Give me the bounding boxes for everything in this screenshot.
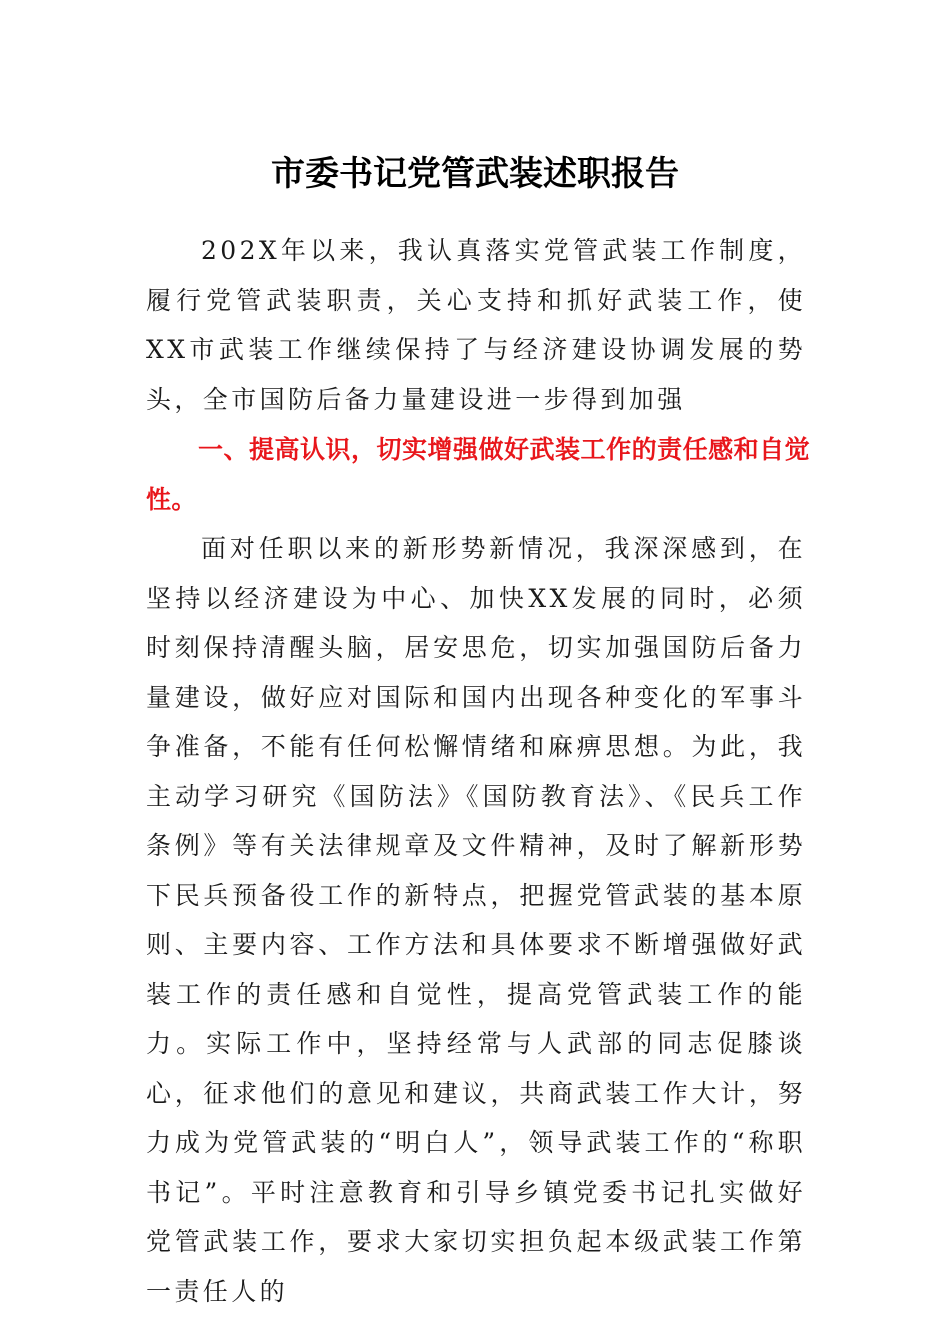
- document-title: 市委书记党管武装述职报告: [271, 154, 679, 194]
- section-1-heading: 一、提高认识，切实增强做好武装工作的责任感和自觉性。: [146, 435, 810, 514]
- intro-paragraph: 202X年以来，我认真落实党管武装工作制度，履行党管武装职责，关心支持和抓好武装工作，使XX市武装工作继续保持了与经济建设协调发展的势头，全市国防后备力量建设进一步得到加强: [146, 236, 806, 414]
- section-1-paragraph: 面对任职以来的新形势新情况，我深深感到，在坚持以经济建设为中心、加快XX发展的同时，必须时刻保持清醒头脑，居安思危，切实加强国防后备力量建设，做好应对国际和国内出现各种变化的军事斗争准备，不能有任何松懈情绪和麻痹思想。为此，我主动学习研究《国防法》《国防教育法》、《民兵工作条例》等有关法律规章及文件精神，及时了解新形势下民兵预备役工作的新特点，把握党管武装的基本原则、主要内容、工作方法和具体要求不断增强做好武装工作的责任感和自觉性，提高党管武装工作的能力。实际工作中，坚持经常与人武部的同志促膝谈心，征求他们的意见和建议，共商武装工作大计，努力成为党管武装的“明白人”，领导武装工作的“称职书记”。平时注意教育和引导乡镇党委书记扎实做好党管武装工作，要求大家切实担负起本级武装工作第一责任人的: [146, 534, 806, 1306]
